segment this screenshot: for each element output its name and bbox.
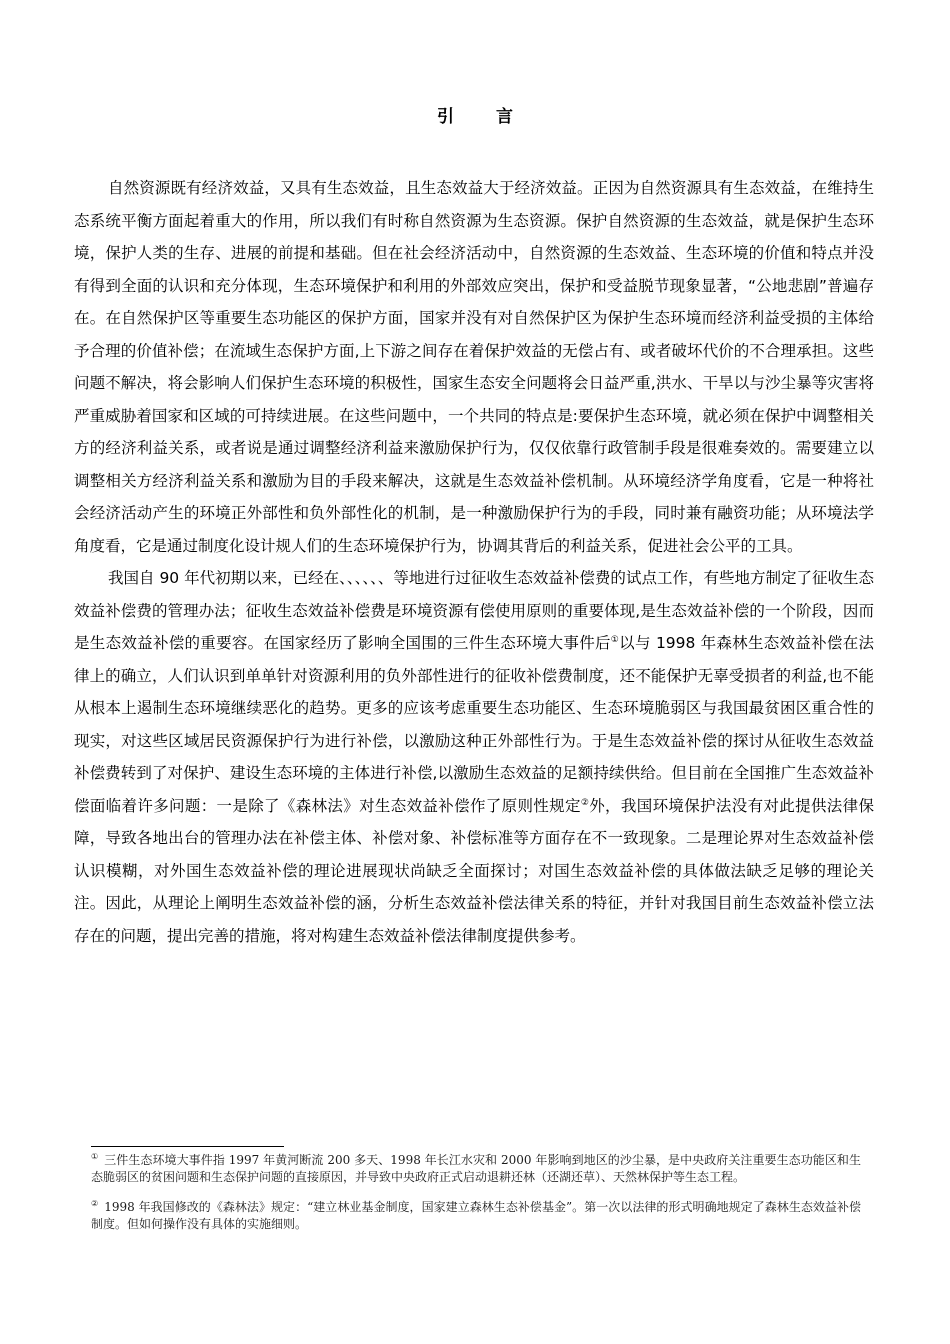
footnote-ref-2[interactable]: ②	[580, 797, 590, 808]
footnote-1-mark: ①	[91, 1152, 99, 1161]
paragraph-2	[74, 562, 874, 952]
footnotes	[91, 1152, 861, 1246]
paragraph-1-text: 自然资源既有经济效益，又具有生态效益，且生态效益大于经济效益。正因为自然资源具有生态效益，在维持生态系统平衡方面起着重大的作用，所以我们有时称自然资源为生态资源。保护自然资源的生态效益，就是保护生态环境，保护人类的生存、进展的前提和基础。但在社会经济活动中，自然资源的生态效益、生态环境的价值和特点并没有得到全面的认识和充分体现，生态环境保护和利用的外部效应突出，保护和受益脱节现象显著，“公地悲剧”普遍存在。在自然保护区等重要生态功能区的保护方面，国家并没有对自然保护区为保护生态环境而经济利益受损的主体给予合理的价值补偿；在流域生态保护方面,上下游之间存在着保护效益的无偿占有、或者破坏代价的不合理承担。这些问题不解决，将会影响人们保护生态环境的积极性，国家生态安全问题将会日益严重,洪水、干旱以与沙尘暴等灾害将严重威胁着国家和区域的可持续进展。在这些问题中，一个共同的特点是:要保护生态环境，就必须在保护中调整相关方的经济利益关系，或者说是通过调整经济利益来激励保护行为，仅仅依靠行政管制手段是很难奏效的。需要建立以调整相关方经济利益关系和激励为目的手段来解决，这就是生态效益补偿机制。从环境经济学角度看，它是一种将社会经济活动产生的环境正外部性和负外部性化的机制，是一种激励保护行为的手段，同时兼有融资功能；从环境法学角度看，它是通过制度化设计规人们的生态环境保护行为，协调其背后的利益关系，促进社会公平的工具。	[74, 179, 874, 555]
footnote-1-text: 三件生态环境大事件指 1997 年黄河断流 200 多天、1998 年长江水灾和 2000 年影响到地区的沙尘暴，是中央政府关注重要生态功能区和生态脆弱区的贫困问题和生态保护问题的直接原因，并导致中央政府正式启动退耕还林（还湖还草）、天然林保护等生态工程。	[91, 1153, 861, 1184]
footnote-ref-1[interactable]: ①	[610, 634, 620, 645]
footnote-2-text: 1998 年我国修改的《森林法》规定：“建立林业基金制度，国家建立森林生态补偿基金”。第一次以法律的形式明确地规定了森林生态效益补偿制度。但如何操作没有具体的实施细则。	[91, 1200, 861, 1231]
footnote-1	[91, 1152, 861, 1185]
footnote-divider	[91, 1146, 284, 1147]
body-text	[74, 172, 874, 952]
paragraph-2-text-part-1: 我国自 90 年代初期以来，已经在、、、、、、等地进行过征收生态效益补偿费的试点工作，有些地方制定了征收生态效益补偿费的管理办法；征收生态效益补偿费是环境资源有偿使用原则的重要体现,是生态效益补偿的一个阶段，因而是生态效益补偿的重要容。在国家经历了影响全国围的三件生态环境大事件后	[74, 569, 874, 652]
footnote-2	[91, 1199, 861, 1232]
page-title: 引 言	[437, 107, 531, 127]
footnote-2-mark: ②	[91, 1199, 99, 1208]
paragraph-1	[74, 172, 874, 562]
paragraph-2-text-part-2: 以与 1998 年森林生态效益补偿在法律上的确立，人们认识到单单针对资源利用的负外部性进行的征收补偿费制度，还不能保护无辜受损者的利益,也不能从根本上遏制生态环境继续恶化的趋势。更多的应该考虑重要生态功能区、生态环境脆弱区与我国最贫困区重合性的现实，对这些区域居民资源保护行为进行补偿，以激励这种正外部性行为。于是生态效益补偿的探讨从征收生态效益补偿费转到了对保护、建设生态环境的主体进行补偿,以激励生态效益的足额持续供给。但目前在全国推广生态效益补偿面临着许多问题：一是除了《森林法》对生态效益补偿作了原则性规定	[74, 634, 874, 815]
paragraph-2-text-part-3: 外，我国环境保护法没有对此提供法律保障，导致各地出台的管理办法在补偿主体、补偿对象、补偿标准等方面存在不一致现象。二是理论界对生态效益补偿认识模糊，对外国生态效益补偿的理论进展现状尚缺乏全面探讨；对国生态效益补偿的具体做法缺乏足够的理论关注。因此，从理论上阐明生态效益补偿的涵，分析生态效益补偿法律关系的特征，并针对我国目前生态效益补偿立法存在的问题，提出完善的措施，将对构建生态效益补偿法律制度提供参考。	[74, 796, 874, 945]
